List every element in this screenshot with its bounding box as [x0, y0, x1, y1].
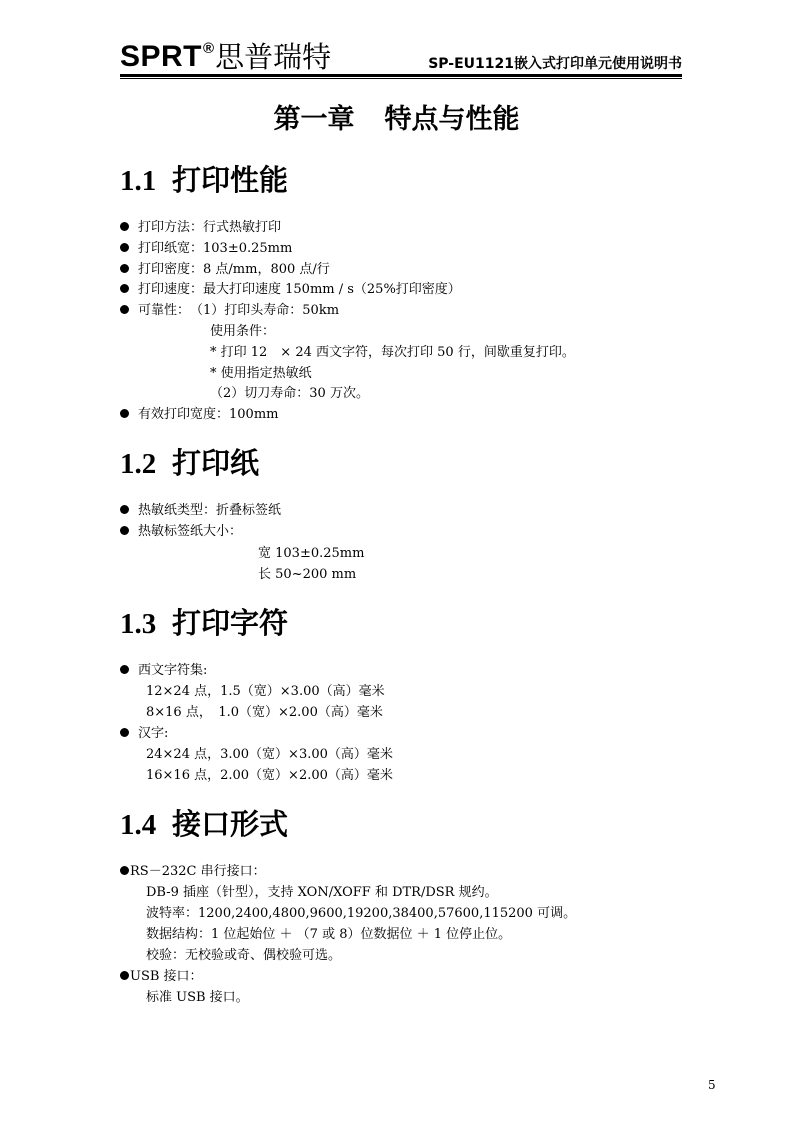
list-item: 有效打印宽度：100mm — [120, 406, 278, 424]
chapter-title: 特点与性能 — [384, 104, 520, 135]
list-item: 热敏标签纸大小： — [120, 523, 242, 541]
text-line: * 打印 12 × 24 西文字符，每次打印 50 行，间歇重复打印。 — [210, 345, 575, 360]
chapter-heading — [0, 100, 793, 140]
section-title: 打印字符 — [172, 606, 289, 640]
bullet-icon — [120, 971, 129, 980]
text-line: 长 50~200 mm — [258, 567, 357, 582]
list-item: 西文字符集: — [120, 662, 207, 680]
page-number: 5 — [708, 1078, 716, 1092]
text-line: （2）切刀寿命：30 万次。 — [210, 386, 369, 401]
section-heading — [120, 160, 288, 201]
list-item: USB 接口： — [120, 968, 203, 986]
document-title: SP-EU1121嵌入式打印单元使用说明书 — [428, 56, 682, 72]
section-number: 1.1 — [120, 165, 157, 197]
section-title: 打印性能 — [172, 163, 289, 197]
logo-chinese: 思普瑞特 — [215, 40, 332, 74]
registered-mark: ® — [203, 40, 215, 57]
section-title: 打印纸 — [172, 446, 260, 480]
bullet-icon — [120, 284, 129, 293]
list-item: 汉字: — [120, 725, 168, 743]
bullet-icon — [120, 866, 129, 875]
chapter-number: 第一章 — [273, 104, 355, 135]
sprt-logo — [120, 40, 331, 74]
text-line: DB-9 插座（针型），支持 XON/XOFF 和 DTR/DSR 规约。 — [146, 885, 498, 900]
bullet-icon — [120, 243, 129, 252]
text-line: 24×24 点，3.00（宽）×3.00（高）毫米 — [146, 747, 393, 762]
text-line: 数据结构：1 位起始位 ＋ （7 或 8）位数据位 ＋ 1 位停止位。 — [146, 927, 512, 942]
text-line: 宽 103±0.25mm — [258, 546, 365, 561]
bullet-icon — [120, 222, 129, 231]
section-number: 1.3 — [120, 608, 157, 640]
text-line: 12×24 点，1.5（宽）×3.00（高）毫米 — [146, 684, 385, 699]
header-rule-thin — [120, 78, 682, 79]
bullet-icon — [120, 526, 129, 535]
bullet-icon — [120, 728, 129, 737]
bullet-icon — [120, 305, 129, 314]
text-line: 标准 USB 接口。 — [146, 990, 249, 1005]
text-line: * 使用指定热敏纸 — [210, 366, 312, 381]
bullet-icon — [120, 505, 129, 514]
section-title: 接口形式 — [172, 807, 289, 841]
list-item: 打印纸宽：103±0.25mm — [120, 240, 292, 258]
section-heading — [120, 443, 259, 484]
list-item: RS－232C 串行接口： — [120, 863, 266, 881]
logo-latin: SPRT — [120, 40, 203, 73]
text-line: 16×16 点，2.00（宽）×2.00（高）毫米 — [146, 768, 393, 783]
section-number: 1.2 — [120, 448, 157, 480]
list-item: 打印方法：行式热敏打印 — [120, 219, 281, 237]
section-heading — [120, 804, 288, 845]
list-item: 打印速度：最大打印速度 150mm / s（25%打印密度） — [120, 281, 461, 299]
text-line: 校验：无校验或奇、偶校验可选。 — [146, 948, 342, 963]
header-rule — [120, 74, 682, 77]
page-header — [120, 38, 682, 78]
bullet-icon — [120, 665, 129, 674]
text-line: 波特率：1200,2400,4800,9600,19200,38400,57600,115200 可调。 — [146, 906, 577, 921]
list-item: 打印密度：8 点/mm，800 点/行 — [120, 261, 330, 279]
text-line: 8×16 点， 1.0（宽）×2.00（高）毫米 — [146, 705, 383, 720]
section-number: 1.4 — [120, 809, 157, 841]
bullet-icon — [120, 409, 129, 418]
list-item: 热敏纸类型：折叠标签纸 — [120, 502, 281, 520]
list-item: 可靠性： （1）打印头寿命：50km — [120, 302, 339, 320]
text-line: 使用条件： — [210, 324, 276, 339]
bullet-icon — [120, 264, 129, 273]
section-heading — [120, 603, 288, 644]
